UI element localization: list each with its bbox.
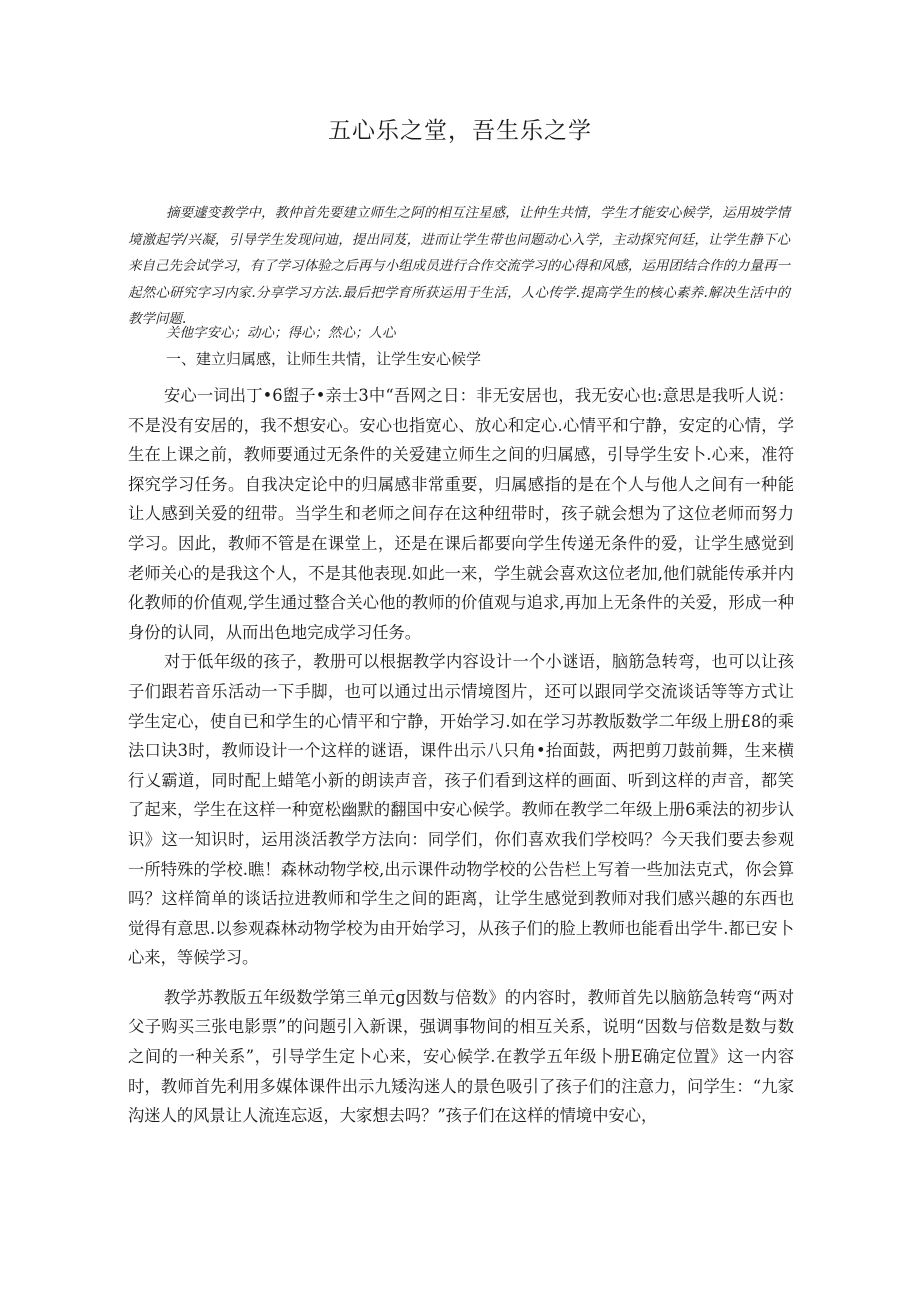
abstract: [128, 200, 790, 333]
paragraph: 对于低年级的孩子，教册可以根据教学内容设计一个小谜语，脑筋急转弯，也可以让孩子们跟若音乐活动一下手脚，也可以通过出示情境图片，还可以跟同学交流谈话等等方式让学生定心，使自已和学生的心情平和宁静，开始学习.如在学习苏教版数学二年级上册£8的乘法口诀3时，教师设计一个这样的谜语，课件出示八只角•抬面鼓，两把剪刀鼓前舞，生来横行乂霸道，同时配上蜡笔小新的朗读声音，孩子们看到这样的画面、听到这样的声音，都笑了起来，学生在这样一种宽松幽默的翻国中安心候学。教师在教学二年级上册6乘法的初步认识》这一知识时，运用淡活教学方法向：同学们，你们喜欢我们学校吗？今天我们要去参观一所特殊的学校.瞧！森林动物学校,出示课件动物学校的公告栏上写着一些加法克式，你会算吗？这样简单的谈话拉进教师和学生之间的距离，让学生感觉到教师对我们感兴趣的东西也觉得有意思.以参观森林动物学校为由开始学习，从孩子们的脸上教师也能看出学牛.都已安卜心来，等候学习。: [128, 652, 794, 968]
paragraph: 教学苏教版五年级数学第三单元g因数与倍数》的内容时，教师首先以脑筋急转弯“两对父子购买三张电影票”的问题引入新课，强调事物间的相互关系，说明“因数与倍数是数与数之间的一种关系”，引导学生定卜心来，安心候学.在教学五年级卜册E确定位置》这一内容时，教师首先利用多媒体课件出示九矮沟迷人的景色吸引了孩子们的注意力，问学生：“九家沟迷人的风景让人流连忘返，大家想去吗？”孩子们在这样的情境中安心，: [128, 987, 794, 1126]
section-heading: 一、建立归属感，让师生共情，让学生安心候学: [166, 350, 482, 368]
abstract-text: 摘要遽变教学中，教仲首先要建立师生之阿的相互注星感，让仲生共情，学生才能安心候学，运用坡学情境激起学/兴凝，引导学生发现问迪，提出同芨，进而让学生带也问题动心入学，主动探究何廷，让学生静下心来自己先会试学习，有了学习体验之后再与小组成员进行合作交流学习的心得和风感，运用团结合作的力量再一起然心研究字习内家.分享学习方法.最后把学育所获运用于生活，人心传学.提高学生的核心素养.解决生活中的教学问题.: [128, 205, 790, 327]
paragraph: 安心一词出丁•6盥子•亲士3中“吾网之日：非无安居也，我无安心也:意思是我听人说：不是没有安居的，我不想安心。安心也指宽心、放心和定心.心情平和宁静，安定的心情，学生在上课之前，教师要通过无条件的关爱建立师生之间的归属感，引导学生安卜.心来，准符探究学习任务。自我决定论中的归属感非常重要，归属感指的是在个人与他人之间有一种能让人感到关爱的纽带。当学生和老师之间存在这种纽带时，孩子就会想为了这位老师而努力学习。因此，教师不管是在课堂上，还是在课后都要向学生传递无条件的爱，让学生感觉到老师关心的是我这个人，不是其他表现.如此一来，学生就会喜欢这位老加,他们就能传承并内化教师的价值观,学生通过整合关心他的教师的价值观与追求,再加上无条件的关爱，形成一种身份的认同，从而出色地完成学习任务。: [128, 386, 794, 642]
page-title: 五心乐之堂，吾生乐之学: [328, 118, 592, 144]
keywords: 关他字安心；动心；得心；然心；人心: [166, 325, 396, 341]
body-text: [128, 381, 794, 1131]
